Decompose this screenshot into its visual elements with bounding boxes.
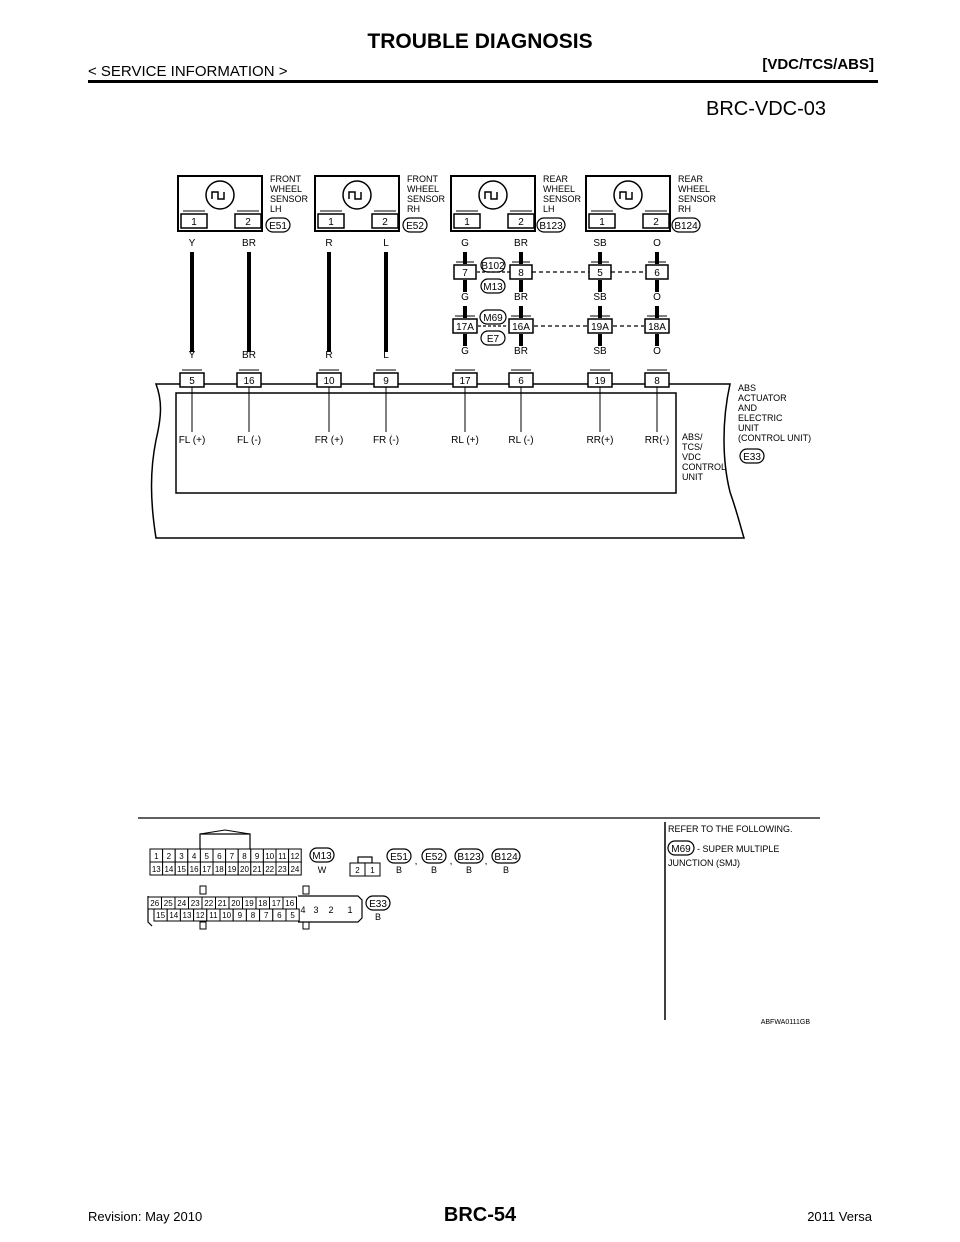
m13-pin: 11 — [278, 852, 287, 861]
unit-pin: 6 — [518, 376, 524, 387]
m13-pin: 12 — [290, 852, 300, 861]
unit-pin: 17 — [459, 376, 471, 387]
m13-pin: 5 — [204, 852, 209, 861]
e33-pin: 24 — [177, 899, 187, 908]
unit-terminal-label: RR(-) — [644, 435, 670, 446]
m13-pin: 1 — [154, 852, 159, 861]
m13-pin: 13 — [151, 865, 161, 874]
sensor-label-line: WHEEL — [407, 184, 440, 194]
sensor-label-line: SENSOR — [543, 194, 582, 204]
small-connector-id: E51 — [390, 852, 408, 863]
small-connector-color: B — [465, 865, 473, 875]
unit-wire-color: BR — [242, 350, 256, 361]
two-pin-connector-face — [358, 857, 372, 863]
unit-inner-label: VDC — [682, 452, 702, 462]
unit-inner-label: CONTROL — [682, 462, 727, 472]
sensor-wire-color: O — [653, 238, 661, 249]
sensor-pin: 2 — [653, 217, 659, 228]
e33-pin: 26 — [150, 899, 160, 908]
unit-wire-color: L — [383, 350, 389, 361]
small-connector-color: B — [430, 865, 438, 875]
sensor-wire-color: BR — [242, 238, 256, 249]
m13-pin: 18 — [214, 865, 224, 874]
sensor-label-line: SENSOR — [270, 194, 309, 204]
unit-terminal-label: RL (-) — [508, 435, 534, 446]
sensor-label-line: REAR — [678, 174, 704, 184]
small-connector-color: B — [502, 865, 510, 875]
e33-pin: 9 — [237, 911, 243, 920]
e33-pin: 19 — [244, 899, 254, 908]
m13-pin: 9 — [254, 852, 260, 861]
junction2-wire-color: G — [461, 346, 469, 357]
m13-pin: 8 — [242, 852, 247, 861]
junction1-wire-color: O — [653, 292, 661, 303]
unit-terminal-label: FL (+) — [178, 435, 206, 446]
junction2-connector-id: E7 — [486, 334, 500, 345]
e33-large-pin: 3 — [313, 905, 319, 915]
sensor-wire-color: L — [383, 238, 389, 249]
sensor-label-line: WHEEL — [543, 184, 576, 194]
unit-pin: 19 — [594, 376, 606, 387]
sensor-connector-id: E52 — [406, 221, 424, 232]
sensor-label-line: SENSOR — [407, 194, 446, 204]
junction2-pin: 16A — [512, 322, 530, 333]
unit-pin: 16 — [243, 376, 255, 387]
unit-inner-label: TCS/ — [682, 442, 703, 452]
footer-revision: Revision: May 2010 — [88, 1209, 203, 1224]
sensor-connector-id: B124 — [674, 221, 698, 232]
e33-pin: 14 — [169, 911, 179, 920]
m13-connector-face — [200, 830, 250, 849]
e33-pin: 18 — [258, 899, 268, 908]
junction2-pin: 19A — [591, 322, 609, 333]
e33-pin: 12 — [195, 911, 205, 920]
sensor-wire-color: SB — [593, 238, 607, 249]
e33-connector-id: E33 — [369, 899, 387, 910]
e33-large-pin: 4 — [300, 905, 306, 915]
m13-pin: 22 — [265, 865, 275, 874]
e33-large-pin: 2 — [328, 905, 334, 915]
m13-pin: 17 — [202, 865, 212, 874]
refer-title: REFER TO THE FOLLOWING. — [668, 824, 793, 834]
sensor-connector-id: E51 — [269, 221, 287, 232]
sensor-pin: 1 — [328, 217, 334, 228]
e33-pin: 13 — [182, 911, 192, 920]
junction1-connector-id: B102 — [481, 261, 505, 272]
unit-pin: 9 — [383, 376, 389, 387]
m13-pin: 2 — [166, 852, 172, 861]
junction1-pin: 8 — [518, 268, 524, 279]
sensor-label-line: WHEEL — [678, 184, 711, 194]
sensor-wire-color: G — [461, 238, 469, 249]
junction1-pin: 6 — [654, 268, 660, 279]
m13-pin: 23 — [277, 865, 287, 874]
unit-inner-label: UNIT — [682, 472, 703, 482]
junction2-pin: 17A — [456, 322, 474, 333]
junction1-wire-color: G — [461, 292, 469, 303]
page-title: TROUBLE DIAGNOSIS — [367, 30, 593, 53]
refer-line1: - SUPER MULTIPLE — [697, 844, 780, 854]
small-connector-id: E52 — [425, 852, 443, 863]
small-connector-pin: 1 — [370, 866, 375, 875]
junction1-wire-color: BR — [514, 292, 528, 303]
footer-page-number: BRC-54 — [443, 1204, 517, 1226]
control-unit-body — [152, 384, 745, 538]
unit-pin: 8 — [654, 376, 660, 387]
e33-pin: 5 — [290, 911, 295, 920]
e33-pin: 10 — [222, 911, 232, 920]
m13-pin: 3 — [179, 852, 184, 861]
unit-pin: 5 — [189, 376, 195, 387]
unit-outer-label: (CONTROL UNIT) — [738, 433, 812, 443]
sensor-label-line: WHEEL — [270, 184, 303, 194]
m13-pin: 20 — [240, 865, 249, 874]
m13-connector-id: M13 — [312, 851, 332, 862]
m13-color: W — [317, 865, 327, 875]
junction2-pin: 18A — [648, 322, 666, 333]
junction2-wire-color: BR — [514, 346, 528, 357]
junction1-connector-id: M13 — [483, 282, 503, 293]
e33-pin: 21 — [217, 899, 227, 908]
e33-color: B — [374, 912, 382, 922]
refer-line2: JUNCTION (SMJ) — [668, 858, 740, 868]
figure-id: ABFWA0111GB — [760, 1019, 810, 1026]
small-connector-id: B124 — [494, 852, 518, 863]
footer-model: 2011 Versa — [807, 1209, 872, 1224]
sensor-label-line: RH — [407, 204, 420, 214]
small-connector-color: B — [395, 865, 403, 875]
unit-pin: 10 — [323, 376, 335, 387]
e33-pin: 6 — [277, 911, 282, 920]
e33-pin: 22 — [204, 899, 214, 908]
sensor-pin: 1 — [599, 217, 605, 228]
unit-outer-label: ABS — [738, 383, 757, 393]
sensor-label-line: LH — [543, 204, 555, 214]
e33-pin: 8 — [250, 911, 256, 920]
m13-pin: 19 — [227, 865, 237, 874]
sensor-wire-color: R — [325, 238, 333, 249]
unit-terminal-label: FR (-) — [372, 435, 400, 446]
sensor-label-line: SENSOR — [678, 194, 717, 204]
e33-pin: 15 — [156, 911, 166, 920]
sensor-wire-color: Y — [188, 238, 196, 249]
junction2-connector-id: M69 — [483, 313, 503, 324]
e33-pin: 16 — [285, 899, 295, 908]
diagram-content — [148, 174, 811, 1026]
m13-pin: 15 — [177, 865, 186, 874]
m13-pin: 24 — [290, 865, 300, 874]
sensor-label-line: RH — [678, 204, 691, 214]
m13-pin: 7 — [229, 852, 235, 861]
e33-pin: 11 — [209, 911, 218, 920]
unit-outer-label: UNIT — [738, 423, 759, 433]
m13-pin: 10 — [265, 852, 275, 861]
m13-pin: 4 — [191, 852, 197, 861]
m13-pin: 14 — [164, 865, 174, 874]
sensor-pin: 1 — [464, 217, 470, 228]
unit-terminal-label: FL (-) — [236, 435, 262, 446]
m13-pin: 6 — [217, 852, 222, 861]
e33-pin: 7 — [263, 911, 269, 920]
unit-outer-label: ACTUATOR — [738, 393, 787, 403]
e33-pin: 23 — [190, 899, 200, 908]
junction1-wire-color: SB — [593, 292, 607, 303]
section-label: < SERVICE INFORMATION > — [88, 63, 288, 80]
refer-connector-id: M69 — [671, 844, 691, 855]
sensor-label-line: FRONT — [407, 174, 438, 184]
unit-terminal-label: RR(+) — [586, 435, 614, 446]
junction1-pin: 5 — [597, 268, 603, 279]
sensor-label-line: LH — [270, 204, 282, 214]
sensor-pin: 2 — [518, 217, 524, 228]
small-connector-sep: , — [449, 856, 453, 867]
sensor-label-line: FRONT — [270, 174, 301, 184]
sensor-connector-id: B123 — [539, 221, 563, 232]
unit-terminal-label: RL (+) — [451, 435, 479, 446]
m13-pin: 16 — [189, 865, 199, 874]
small-connector-pin: 2 — [355, 866, 360, 875]
unit-outer-label: AND — [738, 403, 758, 413]
sensor-pin: 2 — [245, 217, 251, 228]
sensor-pin: 2 — [382, 217, 388, 228]
e33-pin: 20 — [231, 899, 241, 908]
junction2-wire-color: O — [653, 346, 661, 357]
sensor-pin: 1 — [191, 217, 197, 228]
unit-terminal-label: FR (+) — [314, 435, 344, 446]
unit-inner-label: ABS/ — [682, 432, 703, 442]
unit-wire-color: Y — [188, 350, 196, 361]
diagram-code: BRC-VDC-03 — [706, 98, 827, 120]
m13-pin: 21 — [252, 865, 262, 874]
sensor-wire-color: BR — [514, 238, 528, 249]
sensor-label-line: REAR — [543, 174, 569, 184]
unit-wire-color: R — [325, 350, 333, 361]
unit-outer-label: ELECTRIC — [738, 413, 783, 423]
junction1-pin: 7 — [462, 268, 468, 279]
small-connector-sep: , — [414, 856, 418, 867]
e33-large-pin: 1 — [347, 905, 353, 915]
e33-pin: 25 — [163, 899, 173, 908]
small-connector-id: B123 — [457, 852, 481, 863]
system-label: [VDC/TCS/ABS] — [762, 56, 874, 73]
unit-connector-id: E33 — [743, 452, 761, 463]
e33-pin: 17 — [271, 899, 281, 908]
small-connector-sep: , — [484, 856, 488, 867]
junction2-wire-color: SB — [593, 346, 607, 357]
